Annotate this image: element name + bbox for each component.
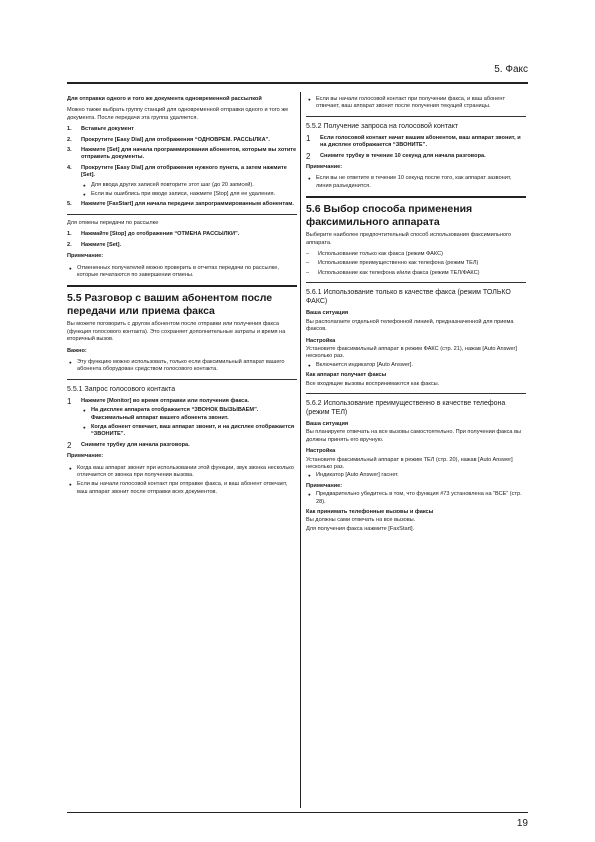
step-text: Прокрутите [Easy Dial] для отображения нужного пункта, а затем нажмите [Set]. — [81, 164, 287, 179]
step-text: Вставьте документ — [81, 126, 134, 133]
cancel-step — [67, 242, 297, 249]
note-item: ● Предварительно убедитесь в том, что функция #73 установлена на “ВСЕ” (стр. 28). — [306, 491, 526, 506]
section-5-6-text: Выберите наиболее предпочтительный способ использования факсимильного аппарата. — [306, 232, 512, 246]
note-list — [306, 175, 526, 190]
situation-label: Ваша ситуация — [306, 310, 349, 317]
section-5-6-2-heading: 5.6.2 Использование преимущественно в качестве телефона (режим ТЕЛ) — [306, 399, 506, 416]
setup-label: Настройка — [306, 448, 336, 455]
step-text: Нажмайте [Stop] до отображения “ОТМЕНА РАССЫЛКИ”. — [81, 231, 240, 238]
footer-rule — [67, 812, 528, 813]
mode-option: – Использование преимущественно как телефона (режим ТЕЛ) — [306, 260, 526, 267]
voice-step — [67, 442, 297, 449]
right-column — [306, 96, 526, 537]
voice-contact-steps — [67, 398, 297, 449]
cancel-step — [67, 231, 297, 238]
mode-option: – Использование только как факса (режим ФАКС) — [306, 251, 526, 258]
note-label: Примечание: — [306, 482, 343, 489]
setup-bullets — [306, 472, 526, 479]
note-label: Примечание: — [67, 453, 104, 460]
section-5-6-1-heading: 5.6.1 Использование только в качестве факса (режим ТОЛЬКО ФАКС) — [306, 289, 511, 306]
step-number: 1. — [67, 231, 72, 238]
step-text: Снимите трубку в течение 10 секунд для начала разговора. — [320, 152, 486, 159]
section-5-5-heading: 5.5 Разговор с вашим абонентом после передачи или приема факса — [67, 292, 273, 317]
note-list — [306, 491, 526, 506]
note-item: ● Отмененных получателей можно проверить в отчетах передачи по рассылке, которые печатаются по завершении отмены. — [67, 265, 297, 280]
setup-text: Установите факсимильный аппарат в режим ТЕЛ (стр. 20), нажав [Auto Answer] несколько раз. — [306, 456, 513, 470]
step-text: Нажмите [Set] для начала программирования абонентов, которым вы хотите отправить документы. — [81, 147, 297, 161]
step-text: Если голосовой контакт начат вашим абонентом, ваш аппарат звонит, и на дисплее отображается “ЗВОНИТЕ”. — [320, 134, 521, 149]
section-rule — [306, 196, 526, 198]
step-bullet: ● Для ввода других записей повторите этот шаг (до 20 записей). — [81, 182, 297, 189]
receive-contact-steps — [306, 135, 526, 160]
broadcast-steps — [67, 126, 297, 209]
note-item: ● Когда ваш аппарат звонит при использовании этой функции, звук звонка несколько отличается от звонка при получении вызова. — [67, 465, 297, 480]
broadcast-step — [67, 201, 297, 208]
section-separator — [67, 379, 297, 380]
receive-text: Для получения факса нажмите [FaxStart]. — [306, 525, 415, 532]
step-text: Прокрутите [Easy Dial] для отображения “ОДНОВРЕМ. РАССЫЛКА”. — [81, 136, 270, 143]
setup-label: Настройка — [306, 337, 336, 344]
section-5-5-2-heading: 5.5.2 Получение запроса на голосовой контакт — [306, 122, 459, 130]
step-number: 3. — [67, 147, 72, 154]
section-separator — [306, 393, 526, 394]
note-list — [67, 465, 297, 497]
note-item: ● Если вы не ответите в течение 10 секунд после того, как аппарат зазвонит, линия разъединится. — [306, 175, 526, 190]
section-separator — [306, 282, 526, 283]
important-label: Важно: — [67, 347, 87, 354]
step-bullet: ● На дисплее аппарата отображается “ЗВОНОК ВЫЗЫВАЕМ”. Факсимильный аппарат вашего абонента звонит. — [81, 407, 297, 422]
important-list — [67, 359, 297, 374]
section-5-5-1-heading: 5.5.1 Запрос голосового контакта — [67, 385, 176, 393]
step-bullets — [81, 407, 297, 439]
step-number: 2. — [67, 136, 72, 143]
receive-text: Вы должны сами отвечать на все вызовы. — [306, 517, 416, 524]
header-rule — [67, 82, 528, 84]
step-number: 2 — [67, 440, 72, 450]
note-label: Примечание: — [67, 253, 104, 260]
step-number: 1. — [67, 126, 72, 133]
step-number: 5. — [67, 201, 72, 208]
receive-step — [306, 135, 526, 150]
mode-options-list — [306, 251, 526, 277]
mode-option: – Использование как телефона и/или факса (режим ТЕЛ/ФАКС) — [306, 270, 526, 277]
setup-text: Установите факсимильный аппарат в режим ФАКС (стр. 21), нажав [Auto Answer] несколько раз. — [306, 345, 517, 360]
situation-text: Вы располагаете отдельной телефонной линией, предназначенной для приема факсов. — [306, 318, 514, 333]
step-text: Нажмите [Monitor] во время отправки или получения факса. — [81, 397, 250, 404]
chapter-header: 5. Факс — [494, 64, 528, 75]
section-rule — [67, 285, 297, 287]
note-list — [67, 265, 297, 280]
step-number: 4. — [67, 164, 72, 171]
step-number: 2 — [306, 151, 311, 161]
broadcast-title: Для отправки одного и того же документа одновременной рассылкой — [67, 96, 262, 102]
step-number: 1 — [67, 396, 72, 406]
section-5-6-heading: 5.6 Выбор способа применения факсимильного аппарата — [306, 203, 473, 228]
step-text: Нажмите [FaxStart] для начала передачи запрограммированным абонентам. — [81, 201, 294, 208]
receive-text: Все входящие вызовы воспринимаются как факсы. — [306, 380, 440, 387]
continued-note-list — [306, 96, 526, 111]
broadcast-step — [67, 126, 297, 133]
note-label: Примечание: — [306, 164, 343, 171]
receive-step — [306, 153, 526, 160]
step-text: Снимите трубку для начала разговора. — [81, 441, 190, 448]
section-separator — [67, 214, 297, 215]
setup-bullet: ● Индикатор [Auto Answer] гаснет. — [306, 472, 526, 479]
section-5-5-text: Вы можете поговорить с другом абонентом после отправки или получения факса (функция голосового контакта). Это сохраняет дополнительные затраты и время на вторичный вызов. — [67, 321, 286, 343]
setup-bullet: ● Включается индикатор [Auto Answer]. — [306, 362, 526, 369]
situation-text: Вы планируете отвечать на все вызовы самостоятельно. При получении факса вы должны принять его вручную. — [306, 429, 522, 443]
cancel-steps — [67, 231, 297, 249]
broadcast-step — [67, 137, 297, 144]
step-bullet: ● Если вы ошиблись при вводе записи, нажмите [Stop] для ее удаления. — [81, 191, 297, 198]
receive-label: Как аппарат получает факсы — [306, 372, 387, 379]
column-divider — [300, 92, 301, 808]
step-text: Нажмите [Set]. — [81, 241, 122, 248]
setup-bullets — [306, 362, 526, 369]
section-separator — [306, 116, 526, 117]
broadcast-intro: Можно также выбрать группу станций для одновременной отправки одного и того же документа. После передачи эта группа удаляется. — [67, 107, 289, 121]
step-bullet: ● Когда абонент отвечает, ваш аппарат звонит, и на дисплее отображается “ЗВОНИТЕ”. — [81, 424, 297, 439]
broadcast-step — [67, 147, 297, 162]
step-number: 2. — [67, 241, 72, 248]
situation-label: Ваша ситуация — [306, 420, 349, 427]
step-number: 1 — [306, 133, 311, 143]
step-bullets — [81, 182, 297, 199]
receive-label: Как принимать телефонные вызовы и факсы — [306, 509, 434, 515]
broadcast-step — [67, 165, 297, 199]
important-item: ● Эту функцию можно использовать, только если факсимильный аппарат вашего абонента оборудован средством голосового контакта. — [67, 359, 297, 374]
note-item: ● Если вы начали голосовой контакт при отправке факса, и ваш абонент отвечает, ваш аппарат звонит после отправки всех документов. — [67, 481, 297, 496]
page-number: 19 — [516, 818, 528, 829]
voice-step — [67, 398, 297, 439]
left-column — [67, 96, 297, 499]
note-item: ● Если вы начали голосовой контакт при получении факса, и ваш абонент отвечает, ваш аппарат звонит после получения текущей страницы. — [306, 96, 526, 111]
cancel-title: Для отмены передачи по рассылке — [67, 219, 159, 226]
